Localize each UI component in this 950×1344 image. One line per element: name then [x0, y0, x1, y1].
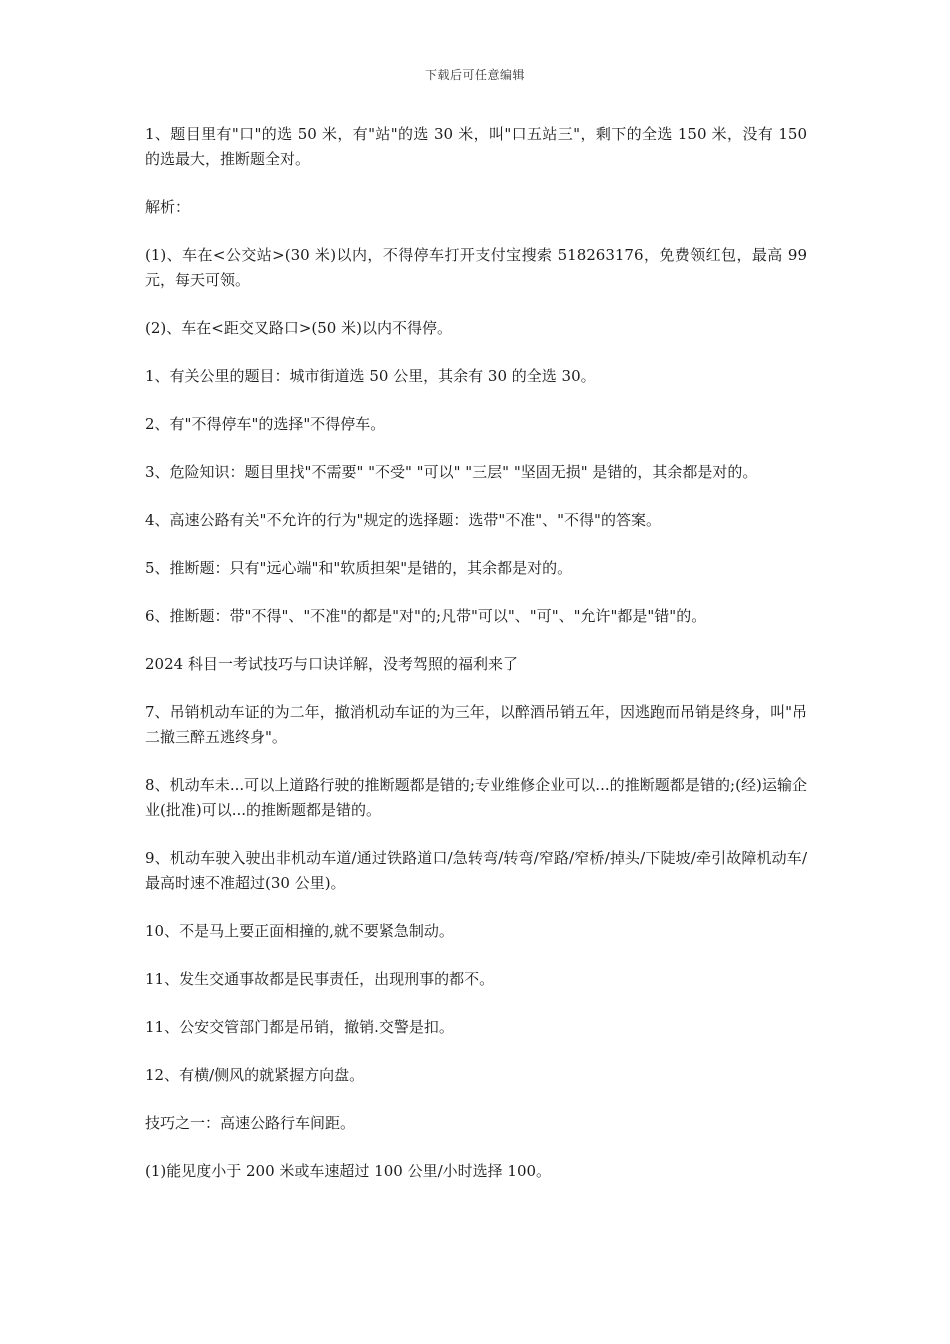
document-body	[145, 122, 807, 1207]
paragraph: (1)能见度小于 200 米或车速超过 100 公里/小时选择 100。	[145, 1162, 552, 1180]
paragraph: 11、公安交管部门都是吊销，撤销.交警是扣。	[145, 1018, 454, 1036]
paragraph: 4、高速公路有关"不允许的行为"规定的选择题：选带"不准"、"不得"的答案。	[145, 511, 661, 529]
paragraph: 7、吊销机动车证的为二年，撤消机动车证的为三年，以醉酒吊销五年，因逃跑而吊销是终身，叫"吊二撤三醉五逃终身"。	[145, 703, 807, 746]
page-header: 下载后可任意编辑	[424, 68, 525, 82]
paragraph: (2)、车在<距交叉路口>(50 米)以内不得停。	[145, 319, 452, 337]
paragraph: 10、不是马上要正面相撞的,就不要紧急制动。	[145, 922, 454, 940]
paragraph: 8、机动车未...可以上道路行驶的推断题都是错的;专业维修企业可以...的推断题都是错的;(经)运输企业(批准)可以...的推断题都是错的。	[145, 776, 807, 819]
paragraph: (1)、车在<公交站>(30 米)以内，不得停车打开支付宝搜索 518263176，免费领红包，最高 99 元，每天可领。	[145, 246, 807, 289]
paragraph: 技巧之一：高速公路行车间距。	[145, 1114, 356, 1132]
paragraph: 12、有横/侧风的就紧握方向盘。	[145, 1066, 365, 1084]
paragraph: 11、发生交通事故都是民事责任，出现刑事的都不。	[145, 970, 495, 988]
paragraph: 6、推断题：带"不得"、"不准"的都是"对"的;凡带"可以"、"可"、"允许"都是"错"的。	[145, 607, 707, 625]
paragraph: 2、有"不得停车"的选择"不得停车。	[145, 415, 386, 433]
paragraph: 3、危险知识：题目里找"不需要" "不受" "可以" "三层" "坚固无损" 是错的，其余都是对的。	[145, 463, 758, 481]
paragraph: 1、有关公里的题目：城市街道选 50 公里，其余有 30 的全选 30。	[145, 367, 596, 385]
paragraph: 解析：	[145, 198, 191, 216]
paragraph: 1、题目里有"口"的选 50 米，有"站"的选 30 米，叫"口五站三"，剩下的全选 150 米，没有 150 的选最大，推断题全对。	[145, 125, 807, 168]
paragraph: 9、机动车驶入驶出非机动车道/通过铁路道口/急转弯/转弯/窄路/窄桥/掉头/下陡坡/牵引故障机动车/最高时速不准超过(30 公里)。	[145, 849, 807, 892]
section-heading: 2024 科目一考试技巧与口诀详解，没考驾照的福利来了	[145, 655, 518, 673]
paragraph: 5、推断题：只有"远心端"和"软质担架"是错的，其余都是对的。	[145, 559, 573, 577]
